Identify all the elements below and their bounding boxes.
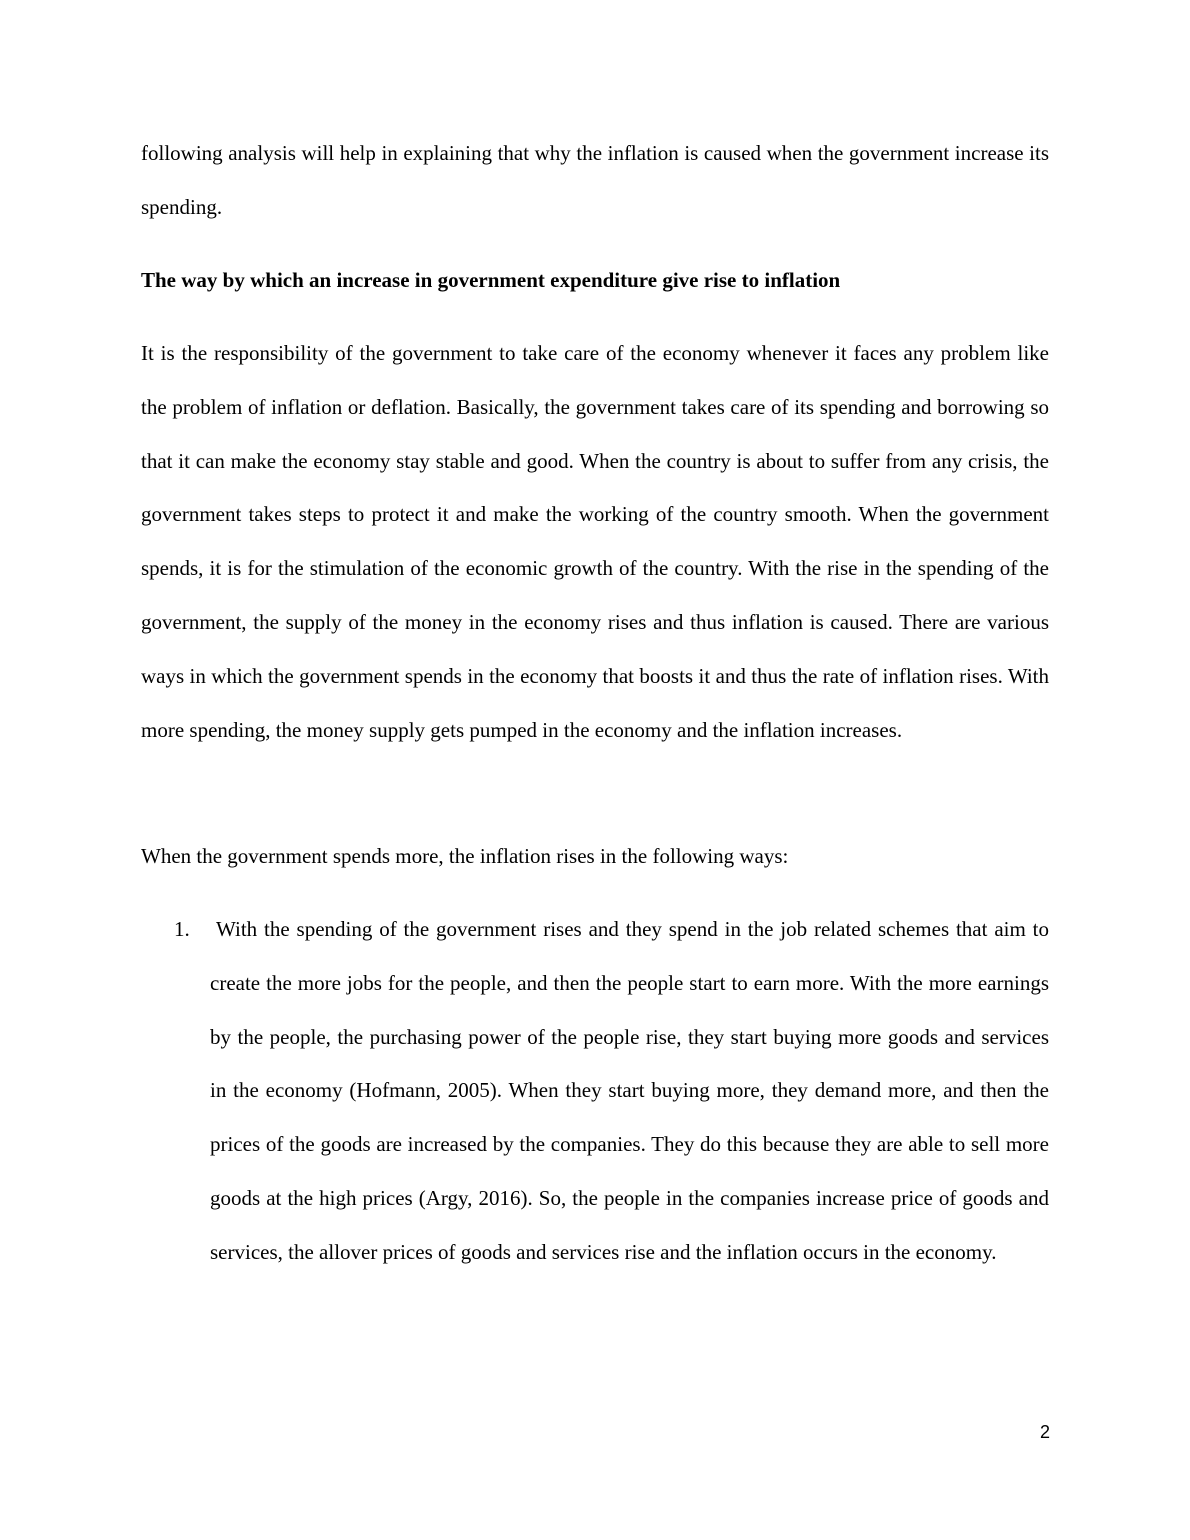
list-item xyxy=(174,903,1049,1280)
list-item-text: With the spending of the government rises and they spend in the job related schemes that aim to create the more jobs for the people, and then the people start to earn more. With the more earnings by the people, the purchasing power of the people rise, they start buying more goods and services in the economy (Hofmann, 2005). When they start buying more, they demand more, and then the prices of the goods are increased by the companies. They do this because they are able to sell more goods at the high prices (Argy, 2016). So, the people in the companies increase price of goods and services, the allover prices of goods and services rise and the inflation occurs in the economy. xyxy=(210,917,1049,1264)
body-paragraph-2: When the government spends more, the inflation rises in the following ways: xyxy=(141,844,789,868)
body-paragraph-1: It is the responsibility of the government to take care of the economy whenever it faces any problem like the problem of inflation or deflation. Basically, the government takes care of its spending and borrowing so that it can make the economy stay stable and good. When the country is about to suffer from any crisis, the government takes steps to protect it and make the working of the country smooth. When the government spends, it is for the stimulation of the economic growth of the country. With the rise in the spending of the government, the supply of the money in the economy rises and thus inflation is caused. There are various ways in which the government spends in the economy that boosts it and thus the rate of inflation rises. With more spending, the money supply gets pumped in the economy and the inflation increases. xyxy=(141,341,1049,742)
numbered-list xyxy=(174,903,1049,1280)
page-number: 2 xyxy=(1039,1422,1050,1442)
section-heading: The way by which an increase in government expenditure give rise to inflation xyxy=(141,268,841,292)
continuation-paragraph: following analysis will help in explaining that why the inflation is caused when the government increase its spending. xyxy=(141,141,1049,219)
list-item-number: 1. xyxy=(174,917,190,941)
